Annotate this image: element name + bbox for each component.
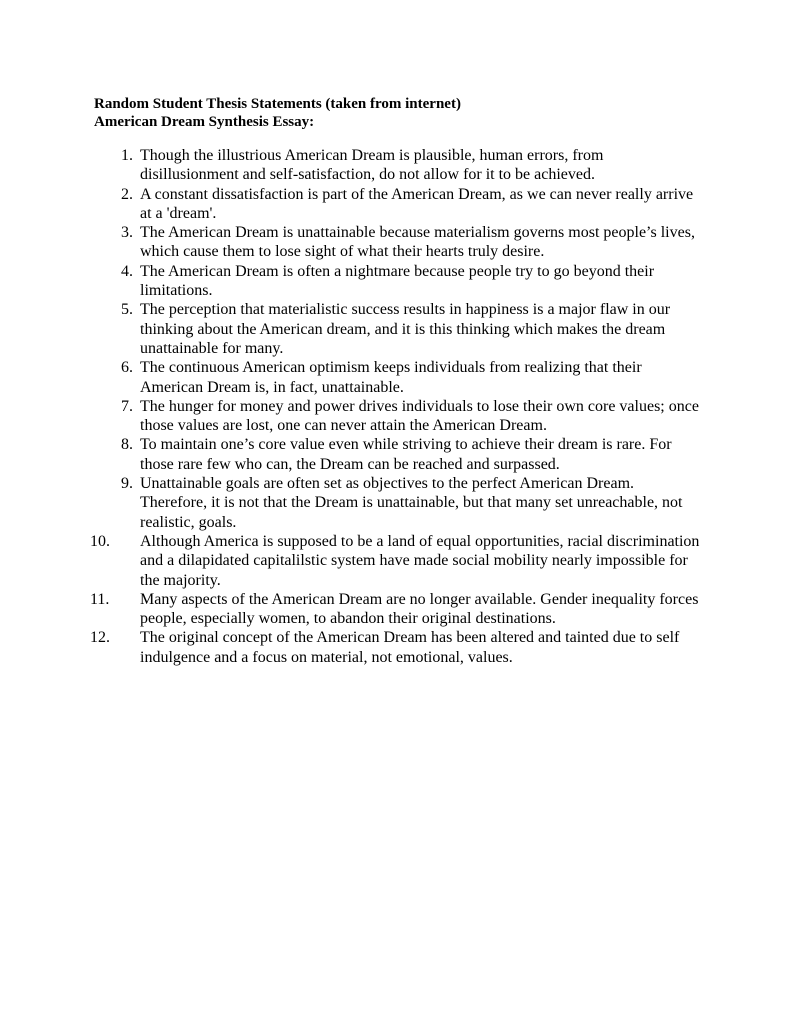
- document-heading: [94, 95, 461, 131]
- list-item: [100, 435, 700, 474]
- list-item-number: 9.: [121, 475, 133, 493]
- document-subtitle: American Dream Synthesis Essay:: [94, 114, 315, 130]
- list-item: [100, 300, 700, 358]
- document-title: Random Student Thesis Statements (taken from internet): [94, 96, 461, 112]
- list-item-number: 2.: [121, 185, 133, 203]
- list-item: [90, 532, 700, 590]
- list-item-number: 7.: [121, 397, 133, 415]
- list-item: [90, 628, 700, 667]
- list-item: [100, 358, 700, 397]
- list-item-number: 5.: [121, 301, 133, 319]
- list-item-text: The hunger for money and power drives individuals to lose their own core values; once those values are lost, one can never attain the American Dream.: [140, 397, 699, 435]
- list-item-text: Unattainable goals are often set as objectives to the perfect American Dream. Therefore, it is not that the Dream is unattainable, but that many set unreachable, not realistic, goals.: [140, 475, 683, 531]
- list-item: [100, 397, 700, 436]
- list-item-text: A constant dissatisfaction is part of the American Dream, as we can never really arrive at a 'dream'.: [140, 185, 694, 222]
- list-item: [100, 474, 700, 532]
- thesis-list: [90, 146, 700, 667]
- list-item: [100, 185, 700, 224]
- list-item-text: To maintain one’s core value even while striving to achieve their dream is rare. For those rare few who can, the Dream can be reached and surpassed.: [140, 436, 672, 473]
- list-item-number: 10.: [90, 532, 110, 550]
- list-item-text: The American Dream is unattainable because materialism governs most people’s lives, which cause them to lose sight of what their hearts truly desire.: [140, 224, 695, 261]
- list-item-number: 3.: [121, 224, 133, 242]
- list-item-number: 8.: [121, 436, 133, 454]
- list-item-number: 12.: [90, 629, 110, 647]
- list-item-number: 4.: [121, 262, 133, 280]
- list-item-text: Though the illustrious American Dream is plausible, human errors, from disillusionment and self-satisfaction, do not allow for it to be achieved.: [140, 147, 604, 184]
- list-item-number: 6.: [121, 359, 133, 377]
- list-item: [90, 590, 700, 629]
- list-item-number: 11.: [90, 590, 110, 608]
- list-item-text: The American Dream is often a nightmare because people try to go beyond their limitations.: [140, 262, 655, 300]
- list-item: [100, 146, 700, 185]
- list-item-text: The perception that materialistic success results in happiness is a major flaw in our thinking about the American dream, and it is this thinking which makes the dream unattainable for many.: [140, 301, 671, 357]
- list-item-text: The continuous American optimism keeps individuals from realizing that their American Dream is, in fact, unattainable.: [140, 359, 642, 396]
- list-item: [100, 223, 700, 262]
- list-item-text: The original concept of the American Dream has been altered and tainted due to self indulgence and a focus on material, not emotional, values.: [140, 629, 680, 666]
- list-item-number: 1.: [121, 147, 133, 164]
- list-item-text: Although America is supposed to be a land of equal opportunities, racial discrimination and a dilapidated capitalilstic system have made social mobility nearly impossible for the majority.: [140, 532, 700, 589]
- list-item: [100, 262, 700, 301]
- list-item-text: Many aspects of the American Dream are no longer available. Gender inequality forces people, especially women, to abandon their original destinations.: [140, 590, 699, 628]
